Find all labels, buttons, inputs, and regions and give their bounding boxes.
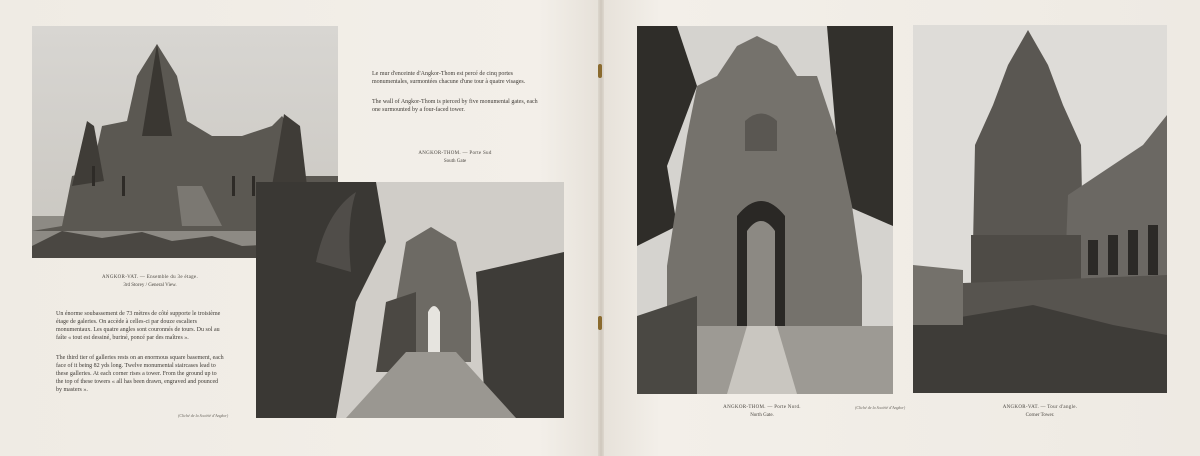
staple-bottom <box>598 316 602 330</box>
north-gate-caption-english: North Gate. <box>750 413 774 418</box>
body-text-french: Un énorme soubassement de 73 mètres de côté supporte le troisième étage de galeries. On accède à celles-ci par douze escaliers monumentaux. Les quatre angles sont couronnés de tours. Du sol au faîte « tout est dessiné, buriné, poncé par des maîtres ». <box>56 311 221 341</box>
corner-tower-caption <box>985 404 1095 420</box>
corner-tower-caption-english: Corner Tower. <box>1025 413 1055 418</box>
south-gate-caption <box>400 150 510 166</box>
vat-general-caption <box>80 274 220 290</box>
photo-angkor-thom-north-gate <box>637 26 893 394</box>
intro-text-english: The wall of Angkor-Thom is pierced by five monumental gates, each one surmounted by a four-faced tower. <box>372 99 538 113</box>
north-gate-caption-french: ANGKOR-THOM. — Porte Nord. <box>723 405 801 410</box>
photo-credit-left: (Cliché de la Société d'Angkor) <box>178 413 229 418</box>
vat-general-caption-english: 3rd Storey / General View. <box>123 283 177 288</box>
intro-text-french: Le mur d'enceinte d'Angkor-Thom est percé de cinq portes monumentales, surmontées chacune d'une tour à quatre visages. <box>372 71 526 85</box>
south-gate-caption-english: South Gate <box>443 159 467 164</box>
north-gate-caption <box>712 404 812 420</box>
vat-general-caption-french: ANGKOR-VAT. — Ensemble du 3e étage. <box>102 275 198 280</box>
photo-credit-right: (Cliché de la Société d'Angkor) <box>855 405 906 410</box>
photo-angkor-thom-south-gate <box>256 182 564 418</box>
body-text-english: The third tier of galleries rests on an enormous square basement, each face of it being 82 yds long. Twelve monumental staircases lead to these galleries. At each corner rises a tower. From the ground up to the top of these towers « all has been drawn, engraved and pounced by masters ». <box>56 355 224 393</box>
photo-angkor-vat-corner-tower <box>913 25 1167 393</box>
south-gate-caption-french: ANGKOR-THOM. — Porte Sud <box>418 151 492 156</box>
corner-tower-caption-french: ANGKOR-VAT. — Tour d'angle. <box>1002 405 1078 410</box>
staple-top <box>598 64 602 78</box>
